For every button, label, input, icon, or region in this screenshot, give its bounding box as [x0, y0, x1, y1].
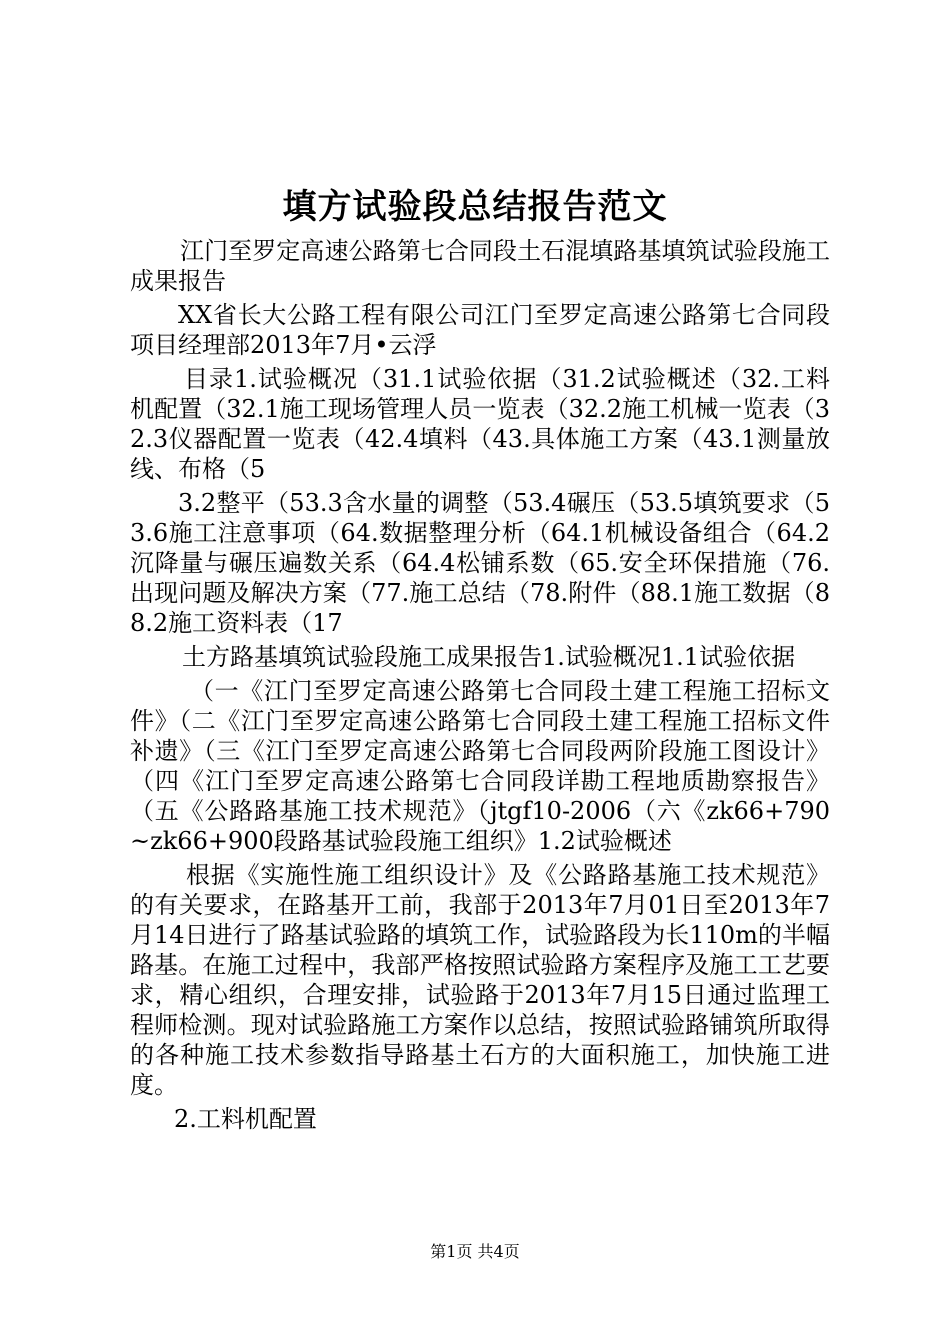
paragraph-report-title: 江门至罗定高速公路第七合同段土石混填路基填筑试验段施工成果报告 [130, 237, 830, 295]
paragraph-toc-part-2: 3.2整平（53.3含水量的调整（53.4碾压（53.5填筑要求（53.6施工注意事项（64.数据整理分析（64.1机械设备组合（64.2沉降量与碾压遍数关系（64.4松铺系数（65.安全环保措施（76.出现问题及解决方案（77.施工总结（78.附件（88.1施工数据（88.2施工资料表（17 [130, 489, 830, 637]
paragraph-toc-part-1: 目录1.试验概况（31.1试验依据（31.2试验概述（32.工料机配置（32.1施工现场管理人员一览表（32.2施工机械一览表（32.3仪器配置一览表（42.4填料（43.具体施工方案（43.1测量放线、布格（5 [130, 365, 830, 483]
paragraph-section-2-heading: 2.工料机配置 [174, 1105, 317, 1133]
paragraph-overview: 根据《实施性施工组织设计》及《公路路基施工技术规范》的有关要求，在路基开工前，我部于2013年7月01日至2013年7月14日进行了路基试验路的填筑工作，试验路段为长110m的半幅路基。在施工过程中，我部严格按照试验路方案程序及施工工艺要求，精心组织，合理安排，试验路于2013年7月15日通过监理工程师检测。现对试验路施工方案作以总结，按照试验路铺筑所取得的各种施工技术参数指导路基土石方的大面积施工，加快施工进度。 [130, 861, 830, 1099]
paragraph-section-heading: 土方路基填筑试验段施工成果报告1.试验概况1.1试验依据 [182, 643, 796, 671]
page-footer: 第1页 共4页 [430, 1242, 520, 1261]
document-body [130, 236, 830, 1134]
document-title: 填方试验段总结报告范文 [282, 187, 668, 227]
paragraph-basis-list: （一《江门至罗定高速公路第七合同段土建工程施工招标文件》（二《江门至罗定高速公路第七合同段土建工程施工招标文件补遗》（三《江门至罗定高速公路第七合同段两阶段施工图设计》（四《江门至罗定高速公路第七合同段详勘工程地质勘察报告》（五《公路路基施工技术规范》（jtgf10-2006（六《zk66+790~zk66+900段路基试验段施工组织》1.2试验概述 [130, 677, 830, 855]
paragraph-company: XX省长大公路工程有限公司江门至罗定高速公路第七合同段项目经理部2013年7月•云浮 [130, 301, 830, 359]
